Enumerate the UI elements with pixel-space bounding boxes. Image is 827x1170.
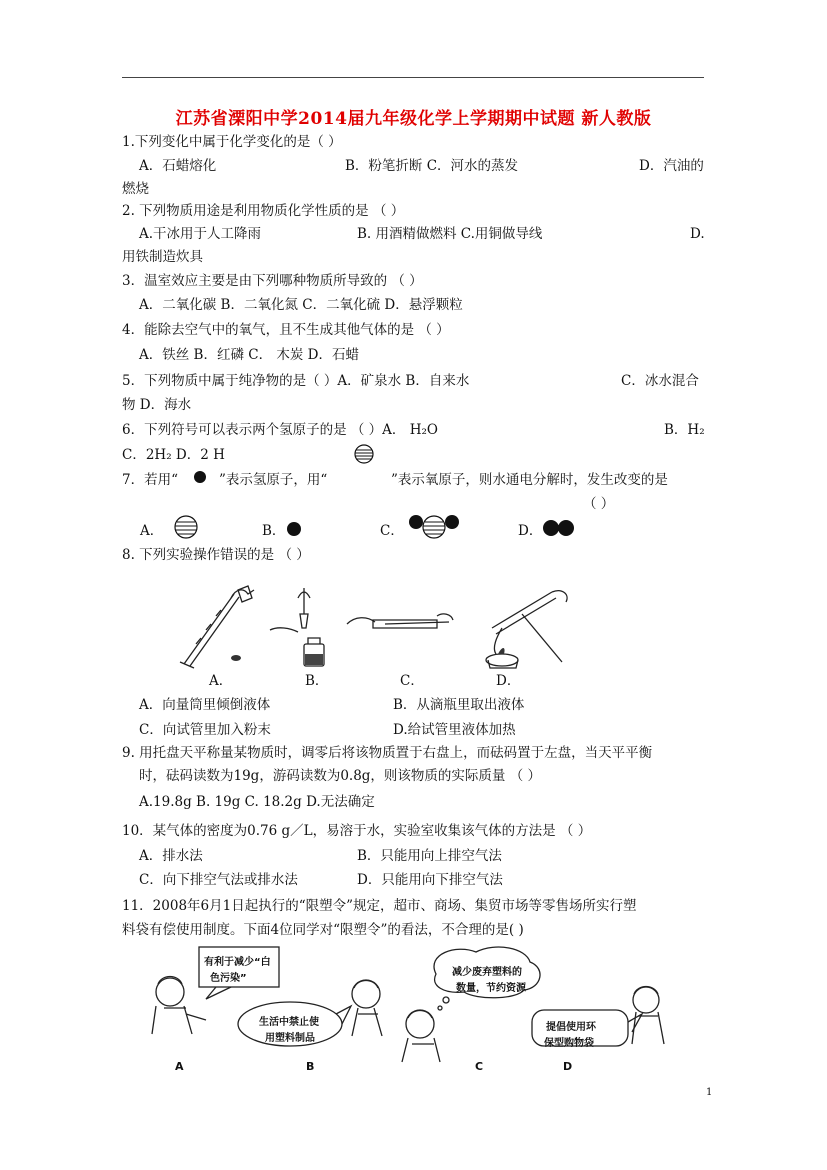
q6-continuation: C．2H₂ D．2 H <box>122 447 225 463</box>
figure-label-c: C． <box>400 673 424 689</box>
cartoon-label-b: B <box>306 1060 315 1073</box>
q1-option-d: D．汽油的 <box>639 158 704 174</box>
q10-stem: 10．某气体的密度为0.76 g／L，易溶于水，实验室收集该气体的方法是 （ ） <box>122 823 592 839</box>
dropper-bottle-figure <box>268 584 338 670</box>
adding-powder-figure <box>345 606 455 636</box>
q9-line1: 9. 用托盘天平称量某物质时，调零后将该物质置于右盘上，而砝码置于左盘，当天平平衡 <box>122 745 653 761</box>
bubble-d-line1: 提倡使用环 <box>546 1022 596 1033</box>
bubble-a-line2: 色污染” <box>210 973 247 984</box>
cartoon-label-c: C <box>475 1060 484 1073</box>
heating-liquid-figure <box>482 588 578 674</box>
q2-option-d: D. <box>690 226 705 242</box>
cartoon-label-a: A <box>175 1060 184 1073</box>
q2-stem: 2. 下列物质用途是利用物质化学性质的是 （ ） <box>122 203 405 219</box>
cartoon-label-d: D <box>563 1060 573 1073</box>
q7-stem-part3: ”表示氧原子，则水通电分解时，发生改变的是 <box>391 472 668 488</box>
pouring-liquid-figure <box>176 584 256 668</box>
bubble-c-line2: 数量，节约资源 <box>456 983 526 994</box>
q10-option-a: A．排水法 <box>139 848 203 864</box>
page-title: 江苏省溧阳中学2014届九年级化学上学期期中试题 新人教版 <box>175 109 652 129</box>
q5-stem: 5．下列物质中属于纯净物的是（ ）A．矿泉水 B．自来水 <box>122 373 470 389</box>
q8-option-c: C．向试管里加入粉末 <box>139 722 271 738</box>
bubble-d-line2: 保型购物袋 <box>544 1038 594 1049</box>
q1-stem: 1.下列变化中属于化学变化的是（ ） <box>122 134 342 150</box>
figure-label-b: B． <box>305 673 329 689</box>
oxygen-atom-icon <box>172 514 200 540</box>
q10-option-c: C．向下排空气法或排水法 <box>139 872 298 888</box>
q6-stem: 6．下列符号可以表示两个氢原子的是 （ ）A． H₂O <box>122 422 438 438</box>
figure-label-a: A． <box>209 673 233 689</box>
q8-stem: 8. 下列实验操作错误的是 （ ） <box>122 547 310 563</box>
q3-stem: 3．温室效应主要是由下列哪种物质所导致的 （ ） <box>122 273 423 289</box>
q3-options: A．二氧化碳 B．二氧化氮 C．二氧化硫 D．悬浮颗粒 <box>139 297 463 313</box>
q4-options: A．铁丝 B．红磷 C． 木炭 D．石蜡 <box>139 347 359 363</box>
q7-stem-part2: ”表示氢原子，用“ <box>219 472 328 488</box>
water-molecule-icon <box>405 512 463 540</box>
q10-option-b: B．只能用向上排空气法 <box>357 848 502 864</box>
bubble-a-line1: 有利于减少“白 <box>204 957 271 968</box>
figure-label-d: D． <box>496 673 521 689</box>
q11-line1: 11．2008年6月1日起执行的“限塑令”规定，超市、商场、集贸市场等零售场所实行塑 <box>122 898 637 914</box>
q11-line2: 料袋有偿使用制度。下面4位同学对“限塑令”的看法，不合理的是( ) <box>122 922 524 938</box>
striped-atom-icon <box>352 444 376 464</box>
q9-options: A.19.8g B. 19g C. 18.2g D.无法确定 <box>139 794 375 810</box>
q7-option-a: A． <box>140 523 164 539</box>
q10-option-d: D．只能用向下排空气法 <box>357 872 503 888</box>
q5-continuation: 物 D．海水 <box>122 397 192 413</box>
header-rule <box>122 77 704 78</box>
q9-line2: 时，砝码读数为19g，游码读数为0.8g，则该物质的实际质量 （ ） <box>139 768 542 784</box>
q1-option-bc: B．粉笔折断 C．河水的蒸发 <box>345 158 519 174</box>
q1-option-a: A．石蜡熔化 <box>139 158 217 174</box>
q2-continuation: 用铁制造炊具 <box>122 249 203 265</box>
bubble-b-line1: 生活中禁止使 <box>259 1017 319 1028</box>
q6-option-b: B．H₂ <box>664 422 705 438</box>
hydrogen-molecule-icon <box>542 519 576 537</box>
q8-option-d: D.给试管里液体加热 <box>393 722 516 738</box>
q7-stem-part1: 7．若用“ <box>122 472 178 488</box>
q8-option-a: A．向量筒里倾倒液体 <box>139 697 271 713</box>
q7-option-c: C． <box>380 523 404 539</box>
q4-stem: 4．能除去空气中的氧气，且不生成其他气体的是 （ ） <box>122 322 450 338</box>
q7-option-d: D． <box>518 523 543 539</box>
q5-option-c: C．冰水混合 <box>621 373 699 389</box>
q1-continuation: 燃烧 <box>122 181 149 197</box>
hydrogen-atom-icon <box>286 521 302 537</box>
q7-answer-paren: （ ） <box>583 496 615 512</box>
q7-option-b: B． <box>262 523 286 539</box>
q8-option-b: B．从滴瓶里取出液体 <box>393 697 525 713</box>
q2-option-a: A.干冰用于人工降雨 <box>139 226 262 242</box>
bubble-b-line2: 用塑料制品 <box>265 1033 315 1044</box>
bubble-c-line1: 减少废弃塑料的 <box>452 967 522 978</box>
q2-option-bc: B. 用酒精做燃料 C.用铜做导线 <box>357 226 543 242</box>
hydrogen-atom-icon <box>193 470 207 484</box>
page-number: 1 <box>706 1087 713 1098</box>
